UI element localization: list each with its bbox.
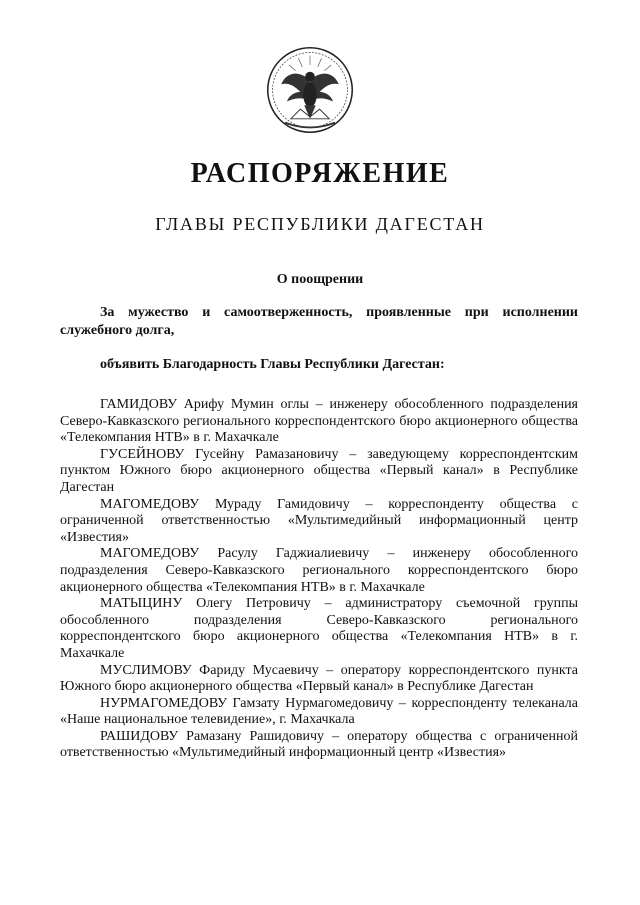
list-item: МУСЛИМОВУ Фариду Мусаевичу – оператору корреспондентского пункта Южного бюро акционерного общества «Первый канал» в Республике Дагестан xyxy=(60,662,578,695)
list-item: ГУСЕЙНОВУ Гусейну Рамазановичу – заведующему корреспондентским пунктом Южного бюро акционерного общества «Первый канал» в Республике Дагестан xyxy=(60,446,578,495)
document-title: РАСПОРЯЖЕНИЕ xyxy=(190,158,450,189)
list-item: МАГОМЕДОВУ Расулу Гаджиалиевичу – инженеру обособленного подразделения Северо-Кавказского регионального корреспондентского бюро акционерного общества «Телекомпания НТВ» в г. Махачкале xyxy=(60,546,578,595)
list-item: НУРМАГОМЕДОВУ Гамзату Нурмагомедовичу – корреспонденту телеканала «Наше национальное телевидение», г. Махачкала xyxy=(60,695,578,728)
document-subtitle: ГЛАВЫ РЕСПУБЛИКИ ДАГЕСТАН xyxy=(155,214,485,234)
list-item: МАТЫЦИНУ Олегу Петровичу – администратору съемочной группы обособленного подразделения Северо-Кавказского регионального корреспондентского бюро акционерного общества «Телекомпания НТВ» в г. Махачкале xyxy=(60,596,578,661)
awardee-list xyxy=(60,397,578,762)
list-item: ГАМИДОВУ Арифу Мумин оглы – инженеру обособленного подразделения Северо-Кавказского регионального корреспондентского бюро акционерного общества «Телекомпания НТВ» в г. Махачкале xyxy=(60,397,578,446)
preamble-text: За мужество и самоотверженность, проявленные при исполнении служебного долга, xyxy=(60,305,578,338)
coat-of-arms-icon xyxy=(262,42,358,138)
list-item: РАШИДОВУ Рамазану Рашидовичу – оператору общества с ограниченной ответственностью «Мультимедийный информационный центр «Известия» xyxy=(60,728,578,761)
announcement-text: объявить Благодарность Главы Республики Дагестан: xyxy=(100,357,445,372)
list-item: МАГОМЕДОВУ Мураду Гамидовичу – корреспонденту общества с ограниченной ответственностью «Мультимедийный информационный центр «Известия» xyxy=(60,496,578,545)
document-subject: О поощрении xyxy=(276,272,364,287)
